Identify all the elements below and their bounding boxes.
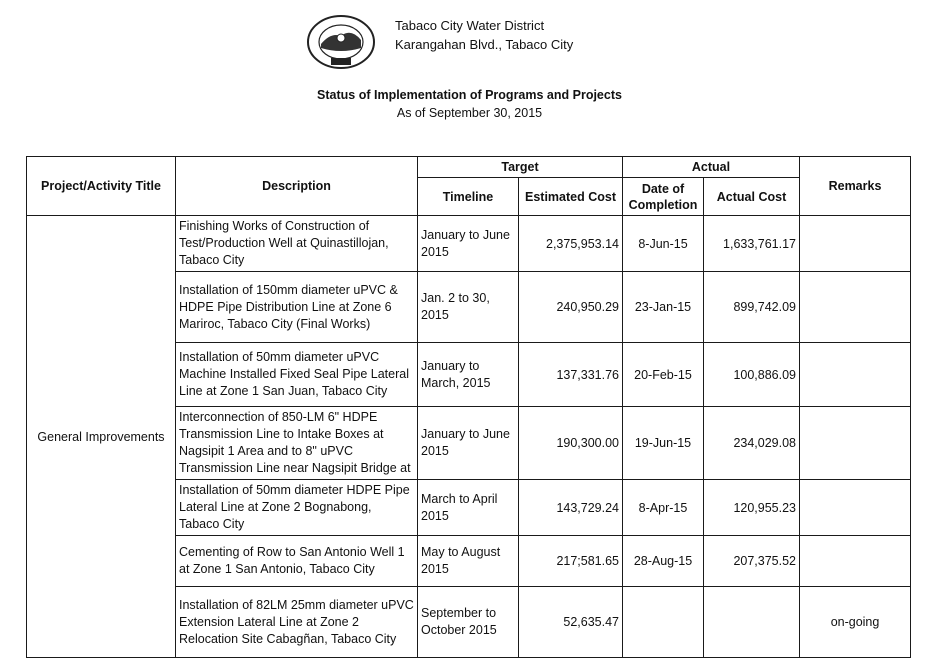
estimated-cost-cell: 143,729.24	[519, 480, 623, 536]
date-completion-cell: 8-Apr-15	[623, 480, 704, 536]
timeline-cell: May to August 2015	[418, 536, 519, 587]
date-completion-cell: 19-Jun-15	[623, 407, 704, 480]
header-target-group: Target	[418, 157, 623, 178]
header-description: Description	[176, 157, 418, 216]
header-remarks: Remarks	[800, 157, 911, 216]
actual-cost-cell: 207,375.52	[704, 536, 800, 587]
programs-projects-table	[26, 156, 911, 658]
estimated-cost-cell: 217;581.65	[519, 536, 623, 587]
remarks-cell	[800, 536, 911, 587]
remarks-cell	[800, 216, 911, 272]
timeline-cell: September to October 2015	[418, 587, 519, 658]
description-cell: Installation of 50mm diameter uPVC Machine Installed Fixed Seal Pipe Lateral Line at Zone 1 San Juan, Tabaco City	[176, 343, 418, 407]
date-completion-cell: 8-Jun-15	[623, 216, 704, 272]
table-header-row	[27, 157, 911, 178]
date-completion-cell: 28-Aug-15	[623, 536, 704, 587]
date-completion-cell: 20-Feb-15	[623, 343, 704, 407]
document-header	[0, 0, 927, 80]
date-completion-cell	[623, 587, 704, 658]
estimated-cost-cell: 52,635.47	[519, 587, 623, 658]
header-actual-group: Actual	[623, 157, 800, 178]
actual-cost-cell	[704, 587, 800, 658]
table-row	[27, 216, 911, 272]
timeline-cell: January to June 2015	[418, 216, 519, 272]
report-title: Status of Implementation of Programs and Projects	[317, 88, 622, 102]
org-name: Tabaco City Water District	[395, 18, 545, 33]
report-date: As of September 30, 2015	[396, 106, 543, 120]
estimated-cost-cell: 137,331.76	[519, 343, 623, 407]
org-address: Karangahan Blvd., Tabaco City	[395, 37, 574, 52]
estimated-cost-cell: 240,950.29	[519, 272, 623, 343]
remarks-cell	[800, 343, 911, 407]
description-cell: Installation of 50mm diameter HDPE Pipe Lateral Line at Zone 2 Bognabong, Tabaco City	[176, 480, 418, 536]
timeline-cell: March to April 2015	[418, 480, 519, 536]
date-completion-cell: 23-Jan-15	[623, 272, 704, 343]
actual-cost-cell: 100,886.09	[704, 343, 800, 407]
estimated-cost-cell: 2,375,953.14	[519, 216, 623, 272]
actual-cost-cell: 120,955.23	[704, 480, 800, 536]
description-cell: Interconnection of 850-LM 6" HDPE Transmission Line to Intake Boxes at Nagsipit 1 Area and to 8" uPVC Transmission Line near Nagsipit Bridge at	[176, 407, 418, 480]
header-timeline: Timeline	[418, 178, 519, 216]
description-cell: Installation of 82LM 25mm diameter uPVC Extension Lateral Line at Zone 2 Relocation Site Cabagñan, Tabaco City	[176, 587, 418, 658]
actual-cost-cell: 899,742.09	[704, 272, 800, 343]
description-cell: Finishing Works of Construction of Test/Production Well at Quinastillojan, Tabaco City	[176, 216, 418, 272]
header-estimated-cost: Estimated Cost	[519, 178, 623, 216]
header-date-completion: Date of Completion	[623, 178, 704, 216]
remarks-cell	[800, 407, 911, 480]
estimated-cost-cell: 190,300.00	[519, 407, 623, 480]
remarks-cell	[800, 480, 911, 536]
header-actual-cost: Actual Cost	[704, 178, 800, 216]
description-cell: Installation of 150mm diameter uPVC & HDPE Pipe Distribution Line at Zone 6 Mariroc, Tabaco City (Final Works)	[176, 272, 418, 343]
description-cell: Cementing of Row to San Antonio Well 1 at Zone 1 San Antonio, Tabaco City	[176, 536, 418, 587]
project-title-cell: General Improvements	[27, 216, 176, 658]
header-project-title: Project/Activity Title	[27, 157, 176, 216]
actual-cost-cell: 234,029.08	[704, 407, 800, 480]
actual-cost-cell: 1,633,761.17	[704, 216, 800, 272]
timeline-cell: January to March, 2015	[418, 343, 519, 407]
timeline-cell: January to June 2015	[418, 407, 519, 480]
remarks-cell	[800, 272, 911, 343]
remarks-cell: on-going	[800, 587, 911, 658]
timeline-cell: Jan. 2 to 30, 2015	[418, 272, 519, 343]
water-district-seal-logo	[305, 14, 377, 70]
